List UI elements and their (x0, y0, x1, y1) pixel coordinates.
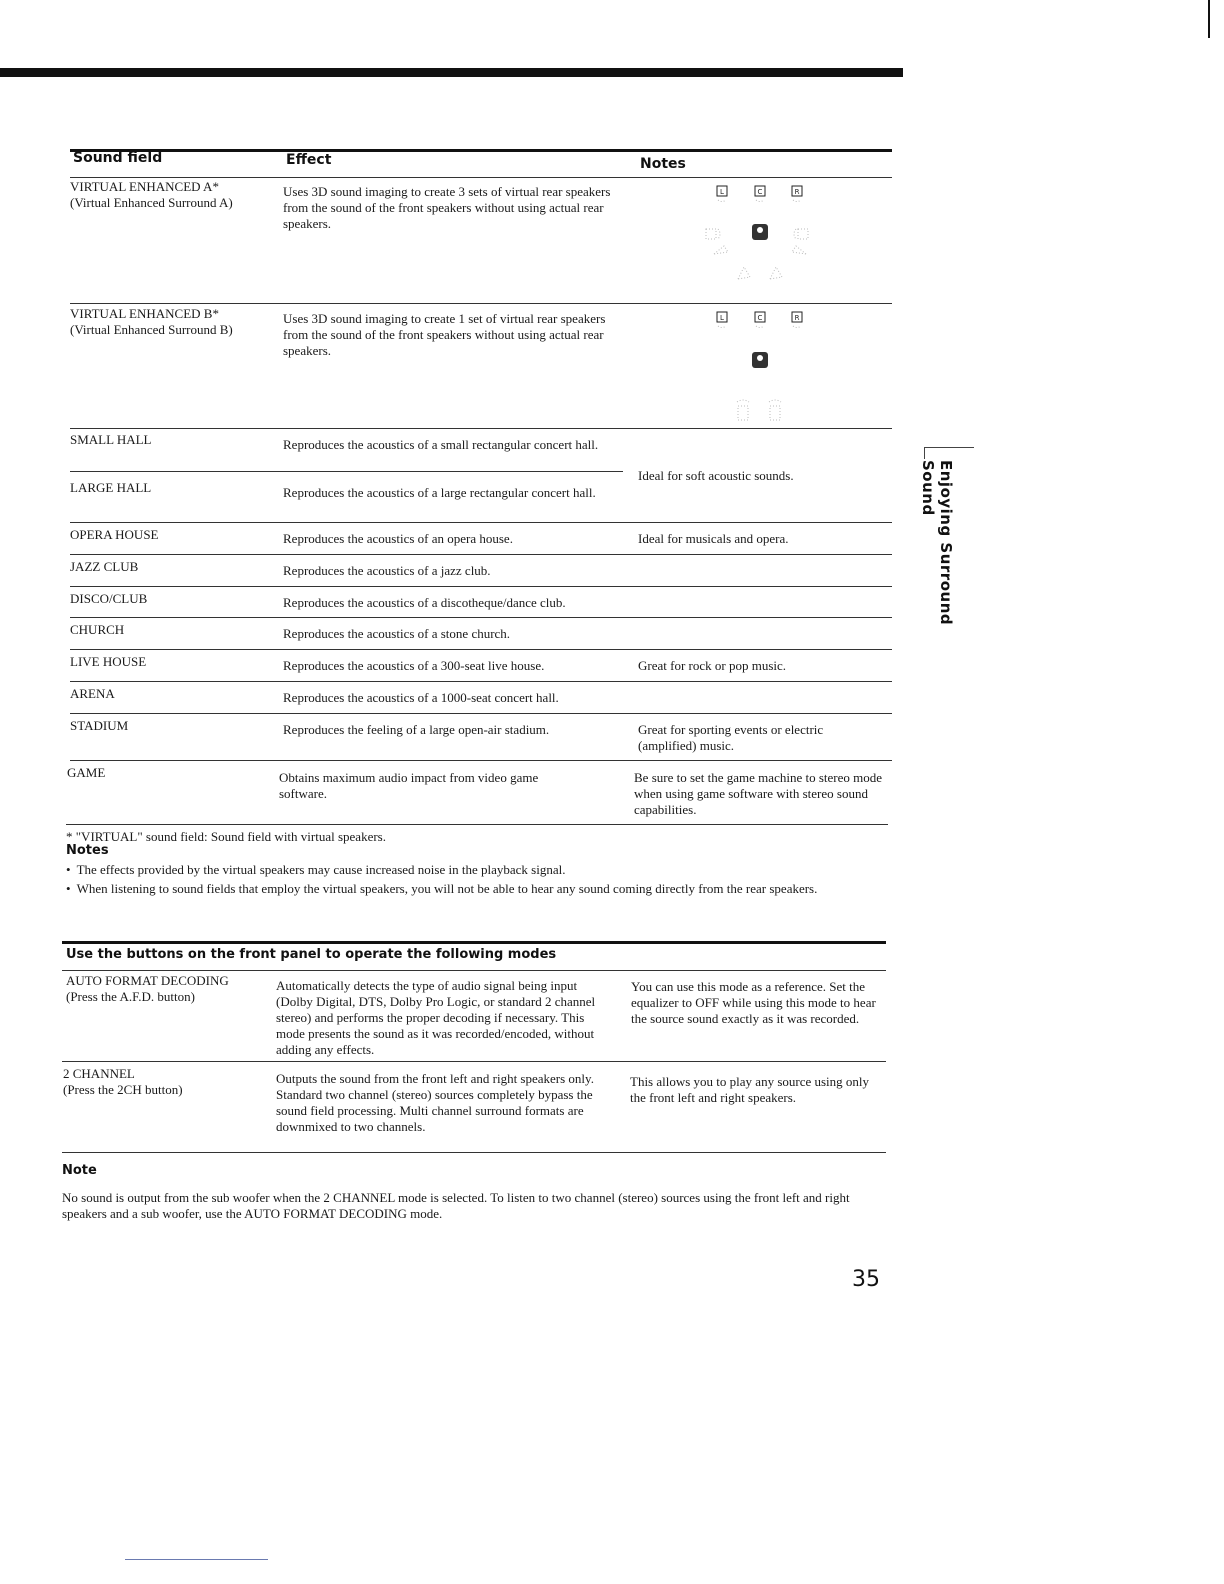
top-rule-bar (0, 68, 903, 77)
footnote: * "VIRTUAL" sound field: Sound field with virtual speakers. (66, 829, 386, 844)
speaker-label-l: L (720, 188, 724, 196)
table2-top-rule (62, 941, 886, 944)
mode-note: You can use this mode as a reference. Set the equalizer to OFF while using this mode to hear the source sound exactly as it was recorded. (631, 979, 876, 1026)
speaker-label-r: R (794, 314, 800, 322)
page-edge-mark (1208, 0, 1210, 38)
speaker-label-c: C (757, 188, 763, 196)
sound-field-name: LARGE HALL (70, 480, 152, 495)
row-rule (70, 303, 892, 304)
sound-field-note: Ideal for soft acoustic sounds. (638, 468, 794, 483)
row-rule (70, 554, 892, 555)
note-text: When listening to sound fields that employ the virtual speakers, you will not be able to hear any sound coming directly from the rear speakers. (76, 881, 818, 896)
sound-field-name: STADIUM (70, 718, 129, 733)
note2-title: Note (62, 1163, 97, 1178)
row-rule (70, 760, 892, 761)
mode-effect: Outputs the sound from the front left and right speakers only. Standard two channel (stereo) sources completely bypass the sound field processing. Multi channel surround formats are downmixed to two channels. (276, 1071, 594, 1134)
sound-field-effect: Reproduces the acoustics of a large rectangular concert hall. (283, 485, 596, 500)
sound-field-name: ARENA (70, 686, 115, 701)
listener-icon (752, 224, 768, 240)
table-row (70, 306, 275, 338)
sound-field-sub: (Virtual Enhanced Surround A) (70, 195, 233, 210)
table1-top-rule (70, 149, 892, 152)
speaker-label-r: R (794, 188, 800, 196)
page-number: 35 (852, 1267, 880, 1292)
row-rule (70, 649, 892, 650)
sound-field-effect: Reproduces the acoustics of a 300-seat live house. (283, 658, 545, 673)
table-row (63, 1066, 263, 1098)
table2-title: Use the buttons on the front panel to operate the following modes (66, 947, 557, 962)
sound-field-note: Ideal for musicals and opera. (638, 531, 789, 546)
table1-bottom-rule (66, 824, 888, 825)
sound-field-name: SMALL HALL (70, 432, 152, 447)
sound-field-effect: Reproduces the acoustics of a stone church. (283, 626, 511, 641)
speaker-label-l: L (720, 314, 724, 322)
table-row (66, 973, 266, 1005)
sound-field-name: CHURCH (70, 622, 125, 637)
sound-field-sub: (Virtual Enhanced Surround B) (70, 322, 233, 337)
table2-bottom-rule (62, 1152, 886, 1153)
row-rule (70, 428, 892, 429)
sound-field-effect: Obtains maximum audio impact from video game software. (279, 770, 539, 801)
sound-field-effect: Reproduces the acoustics of an opera house. (283, 531, 513, 546)
sound-field-effect: Reproduces the acoustics of a discotheque/dance club. (283, 595, 566, 610)
sound-field-name: GAME (67, 765, 106, 780)
sound-field-name: JAZZ CLUB (70, 559, 139, 574)
sound-field-effect: Reproduces the acoustics of a 1000-seat concert hall. (283, 690, 559, 705)
bullet-icon: • (66, 881, 71, 896)
table2-header-rule (62, 970, 886, 971)
side-tab-rule (924, 447, 925, 459)
notes-list (66, 862, 886, 897)
mode-sub: (Press the 2CH button) (63, 1082, 183, 1097)
speaker-diagram-virtual-a (700, 184, 820, 296)
list-item (66, 881, 886, 897)
speaker-label-c: C (757, 314, 763, 322)
notes-title: Notes (66, 843, 109, 858)
sound-field-note: Be sure to set the game machine to stereo mode when using game software with stereo sound capabilities. (634, 770, 883, 817)
row-rule (70, 471, 623, 472)
row-rule (70, 713, 892, 714)
footer-line (125, 1559, 268, 1560)
bullet-icon: • (66, 862, 71, 877)
col-header-sound-field: Sound field (73, 150, 163, 166)
sound-field-name: OPERA HOUSE (70, 527, 159, 542)
sound-field-note: Great for sporting events or electric (amplified) music. (638, 722, 824, 753)
list-item (66, 862, 886, 878)
mode-note: This allows you to play any source using only the front left and right speakers. (630, 1074, 870, 1105)
sound-field-name: VIRTUAL ENHANCED A* (70, 179, 219, 194)
row-rule (70, 617, 892, 618)
col-header-notes: Notes (640, 156, 686, 172)
side-tab-rule (924, 447, 974, 448)
sound-field-effect: Reproduces the acoustics of a small rectangular concert hall. (283, 437, 599, 452)
table1-header-rule (70, 177, 892, 178)
sound-field-name: VIRTUAL ENHANCED B* (70, 306, 219, 321)
section-side-title: Enjoying Surround Sound (919, 460, 955, 626)
sound-field-name: DISCO/CLUB (70, 591, 148, 606)
sound-field-effect: Reproduces the acoustics of a jazz club. (283, 563, 491, 578)
sound-field-name: LIVE HOUSE (70, 654, 147, 669)
sound-field-effect: Uses 3D sound imaging to create 3 sets of virtual rear speakers from the sound of the front speakers without using actual rear speakers. (283, 184, 611, 231)
row-rule (70, 586, 892, 587)
mode-sub: (Press the A.F.D. button) (66, 989, 195, 1004)
sound-field-effect: Reproduces the feeling of a large open-air stadium. (283, 722, 550, 737)
note-text: The effects provided by the virtual speakers may cause increased noise in the playback signal. (76, 862, 566, 877)
col-header-effect: Effect (286, 152, 332, 168)
mode-name: 2 CHANNEL (63, 1066, 135, 1081)
sound-field-effect: Uses 3D sound imaging to create 1 set of virtual rear speakers from the sound of the front speakers without using actual rear speakers. (283, 311, 606, 358)
row-rule (70, 522, 892, 523)
note2-text: No sound is output from the sub woofer when the 2 CHANNEL mode is selected. To listen to two channel (stereo) sources using the front left and right speakers and a sub woofer, use the AUTO FORMAT DECODING mode. (62, 1190, 850, 1221)
row-rule (62, 1061, 886, 1062)
mode-name: AUTO FORMAT DECODING (66, 973, 229, 988)
table-row (70, 179, 275, 211)
row-rule (70, 681, 892, 682)
speaker-diagram-virtual-b (700, 310, 820, 425)
sound-field-note: Great for rock or pop music. (638, 658, 787, 673)
listener-icon (752, 352, 768, 368)
mode-effect: Automatically detects the type of audio signal being input (Dolby Digital, DTS, Dolby Pro Logic, or standard 2 channel stereo) and performs the proper decoding if necessary. This mode presents the sound as it was recorded/encoded, without adding any effects. (276, 978, 596, 1057)
